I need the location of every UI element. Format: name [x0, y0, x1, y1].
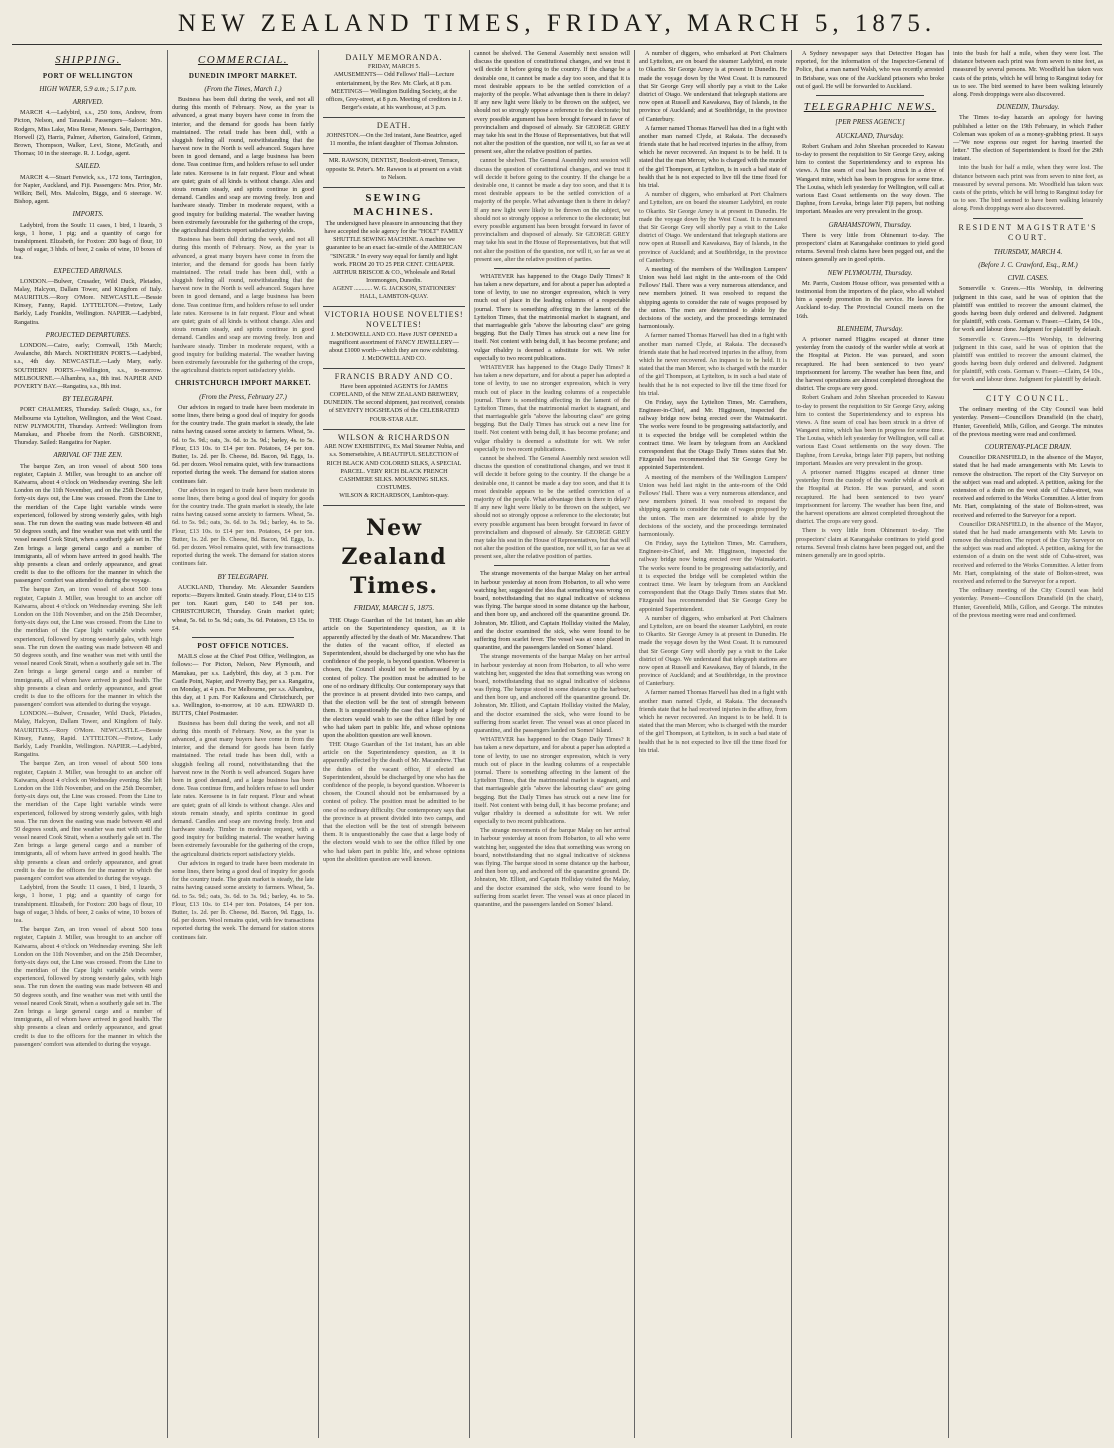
sewing-text: The undersigned have pleasure in announcing that they have accepted the sole agency for the "HOLT" FAMILY SHUTTLE SEWING MACHINE. A machine we guarantee to be an exact fac-simile of the AMERICAN "SINGER." In every way equal for family and light work. FROM 20 TO 25 PER CENT. CHEAPER. [324, 219, 464, 268]
memoranda-text: AMUSEMENTS— Odd Fellows' Hall—Lecture entertainment, by the Rev. Mr. Clark, at 8 p.m. MEETINGS— Wellington Building Society, at the offices, Grey-street, at 8 p.m. Meeting of creditors in J. Berger's estate, at his warehouse, at 3 p.m. [325, 71, 463, 112]
news-text-d-cont: On Friday, says the Lyttelton Times, Mr. Carruthers, Engineer-in-Chief, and Mr. Higginson, inspected the railway bridge now being erected over the Waimakariri. The works were found to be progressing satisfactorily, and it is expected the bridge will be completed within the contract time. We learn by telegram from an Auckland correspondent that the Otago Daily Times states that Mr. Fitzgerald has recommended that Sir George Grey be appointed Superintendent. [639, 540, 787, 613]
editorial-text-c: The strange movements of the barque Malay on her arrival in harbour yesterday at noon from Hobarton, to all who were watching her, suggested the idea that something was wrong on board, notwithstanding that no signal indicative of sickness was flying. The barque stood in some distance up the harbour, and then bore up, and anchored off the quarantine ground. Dr. Johnston, Mr. Elliott, and Captain Holliday visited the Malay, and the doctor examined the sick, who were found to be suffering from scarlet fever. The vessel was at once placed in quarantine, and the passengers landed on Somes' Island. [474, 570, 630, 652]
divider [816, 95, 924, 96]
column-rule [318, 50, 319, 1438]
arrival-text-cont: The barque Zen, an iron vessel of about 500 tons register, Captain J. Miller, was brought to an anchor off Kaiwarra, about 4 o'clock on Wednesday evening. She left London on the 11th November, and on the 25th December, forty-six days out, the Line was crossed. From the Line to the meridian of the Cape light variable winds were experienced, followed by strong westerly gales, with high seas. The run down the easting was made between 48 and 50 degrees south, and fine weather was met with until the vessel neared Cook Strait, when a southerly gale set in. The Zen brings a large general cargo and a number of immigrants, all of whom have arrived in good health. The ship presents a clean and orderly appearance, and great credit is due to the officers for the manner in which the passengers' comfort was attended to during the voyage. [14, 586, 162, 709]
news-text-d: On Friday, says the Lyttelton Times, Mr. Carruthers, Engineer-in-Chief, and Mr. Higginson, inspected the railway bridge now being erected over the Waimakariri. The works were found to be progressing satisfactorily, and it is expected the bridge will be completed within the contract time. We learn by telegram from an Auckland correspondent that the Otago Daily Times states that Mr. Fitzgerald has recommended that Sir George Grey be appointed Superintendent. [639, 398, 787, 472]
news-text-b-cont: A number of diggers, who embarked at Port Chalmers and Lyttelton, are on board the steamer Ladybird, en route to Okarito. Sir George Arney is at present in Dunedin. He made the voyage down by the West Coast. It is rumoured that Sir George Grey will shortly pay a visit to the Lake district of Otago. We understand that telegraph stations are now open at Russell and Kawakawa, Bay of Islands, in the province of Auckland; and at Southbridge, in the province of Canterbury. [639, 191, 787, 264]
dunedin-text-cont: into the bush for half a mile, when they were lost. The distance between each print was from seven to nine feet, as measured by several persons. Mr. Woodfield has taken wax casts of the prints, which he will bring to Ranginui today for us to see. The bird seemed to have been walking leisurely along. Fresh droppings were also discovered. [953, 164, 1103, 213]
divider [494, 565, 610, 566]
new-plymouth-text: Mr. Parris, Custom House officer, was presented with a testimonial from the importers of the place, who all wished him a speedy promotion in the service. He leaves for Auckland to-day. The Provincial Council meets on the 16th. [796, 279, 944, 320]
divider [494, 268, 610, 269]
editorial-text-b-cont: cannot be shelved. The General Assembly next session will discuss the question of constitutional changes, and we trust it will decide it before going to the country. If the change be a desirable one, it cannot be made a day too soon, and that it is most desirable appears to be the settled conviction of a majority of the people. What advantage then is there in delay? If any new light were likely to be thrown on the subject, we should not so strongly oppose a reference to the electorate; but every possible argument has been brought forward in favor of provincialism and disposed of already. Sir GEORGE GREY may take his seat in the House of Representatives, but that will not alter the position of the question, nor will it, so far as we at present see, alter the relative position of parties. [474, 455, 630, 561]
memoranda-block [323, 50, 465, 118]
column-court-council [953, 50, 1103, 1438]
dunedin-text: The Times to-day hazards an apology for having published a letter on the 19th February, in which Father Coleman was spoken of as a money-grabbing priest. It says—"We now express our regret for having inserted the letter." The election of Superintendent is fixed for the 29th instant. [953, 114, 1103, 163]
dateline-blenheim: BLENHEIM, Thursday. [837, 324, 903, 333]
court-text-cont: Somerville v. Graves.—His Worship, in delivering judgment in this case, said he was of opinion that the plaintiff was entitled to recover the amount claimed, the goods having been duly ordered and delivered. Judgment for plaintiff, with costs. Gorman v. Fraser.—Claim, £4 10s., for work and labour done. Judgment for plaintiff by default. [953, 335, 1103, 384]
christchurch-heading: CHRISTCHURCH IMPORT MARKET. [174, 379, 312, 388]
lead-article-cont: THE Otago Guardian of the 1st instant, has an able article on the Superintendency question, as it is apparently affected by the death of Mr. Macandrew. That the duties of the vacant office, if elected as Superintendent, should be discharged by one who has the confidence of the people, is beyond question. Whoever is chosen, the Council should not be embarrassed by a contest of policy. The position must be admitted to be one of no ordinary difficulty. Our contemporary says that the province is at present divided into two camps, and that the election will be the test of strength between them. It is unquestionably the case that a large body of the electors would wish to see the office filled by one who had taken part in public life, and whose opinions upon the abolition question are well known. [323, 741, 465, 863]
telegraph-text: PORT CHALMERS, Thursday. Sailed: Otago, s.s., for Melbourne via Lyttelton, Wellington, and the West Coast. NEW PLYMOUTH, Thursday. Arrived: Wellington from Manukau, and Phoebe from the North. GISBORNE, Thursday. Sailed: Rangatira for Napier. [14, 406, 162, 447]
council-text-cont: Councillor DRANSFIELD, in the absence of the Mayor, stated that he had made arrangements with Mr. Lewis to remove the obstruction. The report of the City Surveyor on the subject was read and adopted. A petition, asking for the extension of a drain on the west side of Cuba-street, was received and referred to the Works Committee. A letter from Mr. Hart, complaining of the state of Bolton-street, was received and referred to the Surveyor for a report. [953, 520, 1103, 585]
expected-heading: EXPECTED ARRIVALS. [53, 266, 123, 275]
post-office-text-cont: Business has been dull during the week, and not all during this month of February. Now, as the year is advanced, a great many buyers have come in from the interior, and the demand for goods has been fairly maintained. The retail trade has been dull, with a sluggish feeling all round, notwithstanding that the harvest now in the North is well advanced. Sugars have been in good demand, and a large business has been done. Teas continue firm, and holders refuse to sell under late rates. Kerosene is in fair request. Flour and wheat are quiet; grain of all kinds is without change. Ales and stouts remain steady, and spirits continue in good demand. Candles and soap are moving freely. Iron and hardware steady. Timber in moderate request, with a good inquiry for building material. The weather having been extremely favourable for the gathering of the crops, the agricultural districts report satisfactory yields. [172, 719, 314, 858]
dateline-auckland: AUCKLAND, Thursday. [836, 131, 904, 140]
court-before: (Before J. C. Crawford, Esq., R.M.) [978, 260, 1078, 269]
market-text-cont: Business has been dull during the week, and not all during this month of February. Now, as the year is advanced, a great many buyers have come in from the interior, and the demand for goods has been fairly maintained. The retail trade has been dull, with a sluggish feeling all round, notwithstanding that the harvest now in the North is well advanced. Sugars have been in good demand, and a large business has been done. Teas continue firm, and holders refuse to sell under late rates. Kerosene is in fair request. Flour and wheat are quiet; grain of all kinds is without change. Ales and stouts remain steady, and spirits continue in good demand. Candles and soap are moving freely. Iron and hardware steady. Timber in moderate request, with a good inquiry for building material. The weather having been extremely favourable for the gathering of the crops, the agricultural districts report satisfactory yields. [172, 236, 314, 375]
expected-text: LONDON.—Bulwer, Crusader, Wild Duck, Pleiades, Malay, Halcyon, Dallam Tower, and Kingdom of Italy. MAURITIUS.—Rory O'More. NEWCASTLE.—Bessie Kinsey, Fanny, Rapid. LYTTELTON.—Fretow, Lady Barkly, Lady Franklin, Wellington. NAPIER.—Ladybird, Rangatira. [14, 277, 162, 326]
arrived-text: MARCH 4.—Ladybird, s.s., 250 tons, Andrew, from Picton, Nelson, and Taranaki. Passengers—Saloon: Mrs. Rodgers, Miss Lake, Miss Reese, Messrs. Sale, Darrington, Horwell (2), Harris, Palmer, Atherton, Gainsford, Grimm, Brown, Thompson, Walker, Levi, Stone, McGrath, and Thomas; 10 in the steerage. R. J. Lodge, agent. [14, 109, 162, 158]
sewing-agent: AGENT ............ W. G. JACKSON, STATIONERS' HALL, LAMBTON-QUAY. [332, 285, 456, 300]
dateline-grahamstown: GRAHAMSTOWN, Thursday. [828, 220, 912, 229]
blenheim-text: A prisoner named Higgins escaped at dinner time yesterday from the custody of the warder while at work at the Hospital at Picton. He was pursued, and soon recaptured. He had been sentenced to two years' imprisonment for larceny. The weather has been fine, and the harvest operations are almost completed throughout the district. The crops are very good. [796, 336, 944, 393]
telegraph-heading: BY TELEGRAPH. [217, 572, 269, 581]
news-text-c-cont: A farmer named Thomas Harwell has died in a fight with another man named Clyde, at Rakaia. The deceased's friends state that he had received injuries in the affray, from which he never recovered. An inquest is to be held. It is stated that the man Mercer, who is charged with the murder of the girl Thompson, at Lyttelton, is in such a bad state of health that he is not expected to live till the time fixed for his trial. [639, 332, 787, 397]
telegraphic-heading: TELEGRAPHIC NEWS. [803, 100, 937, 113]
masthead-rule [12, 44, 1102, 45]
news-text-d-cont: A meeting of the members of the Wellington Lumpers' Union was held last night in the ante-room of the Odd Fellows' Hall. There was a very numerous attendance, and new members joined. It was resolved to request the shipping agents to consider the rate of wages proposed by the union. The men are determined to abide by the decisions of the society, and the proceedings terminated harmoniously. [639, 473, 787, 538]
council-text-2: Councillor DRANSFIELD, in the absence of the Mayor, stated that he had made arrangements with Mr. Lewis to remove the obstruction. The report of the City Surveyor on the subject was read and adopted. A petition, asking for the extension of a drain on the west side of Cuba-street, was received and referred to the Works Committee. A letter from Mr. Hart, complaining of the state of Bolton-street, was received and referred to the Surveyor for a report. [953, 454, 1103, 519]
telegraph-cont-text: into the bush for half a mile, when they were lost. The distance between each print was from seven to nine feet, as measured by several persons. Mr. Woodfield has taken wax casts of the prints, which he will bring to Ranginui today for us to see. The bird seemed to have been walking leisurely along. Fresh droppings were also discovered. [953, 50, 1103, 98]
column-rule [167, 50, 168, 1438]
wilson-richardson-ad [323, 430, 465, 507]
sailed-heading: SAILED. [75, 162, 101, 171]
market-heading: DUNEDIN IMPORT MARKET. [188, 71, 298, 80]
death-title: DEATH. [376, 121, 412, 131]
news-text-a: A number of diggers, who embarked at Port Chalmers and Lyttelton, are on board the steamer Ladybird, en route to Okarito. Sir George Arney is at present in Dunedin. He made the voyage down by the West Coast. It is rumoured that Sir George Grey will shortly pay a visit to the Lake district of Otago. We understand that telegraph stations are now open at Russell and Kawakawa, Bay of Islands, in the province of Auckland; and at Southbridge, in the province of Canterbury. [639, 50, 787, 123]
column-news [639, 50, 787, 1438]
post-office-heading: POST OFFICE NOTICES. [197, 641, 289, 650]
dateline-new-plymouth: NEW PLYMOUTH, Thursday. [827, 268, 913, 277]
drain-heading: COURTENAY-PLACE DRAIN. [984, 442, 1072, 451]
council-text-cont: The ordinary meeting of the City Council was held yesterday. Present—Councillors Dransfield (in the chair), Hunter, Greenfield, Mills, Gillon, and George. The minutes of the previous meeting were read and confirmed. [953, 587, 1103, 619]
telegraph-text-cont: A prisoner named Higgins escaped at dinner time yesterday from the custody of the warder while at work at the Hospital at Picton. He was pursued, and soon recaptured. He had been sentenced to two years' imprisonment for larceny. The weather has been fine, and the harvest operations are almost completed throughout the district. The crops are very good. [796, 469, 944, 526]
dentist-text: MR. RAWSON, DENTIST, Boulcott-street, Terrace, opposite St. Peter's. Mr. Rawson is at present on a visit to Nelson. [326, 157, 462, 181]
tide-line: HIGH WATER, 5.9 a.m.; 5.17 p.m. [39, 84, 137, 93]
projected-text: LONDON.—Cairo, early; Cornwall, 15th March; Avalanche, 8th March. NORTHERN PORTS.—Ladybird, s.s., 4th day. NEWCASTLE.—Lady Mary, early. SOUTHERN PORTS.—Wellington, s.s., to-morrow. MELBOURNE.—Alhambra, s.s., 8th inst. NAPIER AND POVERTY BAY.—Rangatira, s.s., 8th inst. [14, 342, 162, 391]
resident-court-heading: RESIDENT MAGISTRATE'S COURT. [958, 222, 1098, 243]
news-text-d-cont: A farmer named Thomas Harwell has died in a fight with another man named Clyde, at Rakaia. The deceased's friends state that he had received injuries in the affray, from which he never recovered. An inquest is to be held. It is stated that the man Mercer, who is charged with the murder of the girl Thompson, at Lyttelton, is in such a bad state of health that he is not expected to live till the time fixed for his trial. [639, 689, 787, 754]
court-text: Somerville v. Graves.—His Worship, in delivering judgment in this case, said he was of opinion that the plaintiff was entitled to recover the amount claimed, the goods having been duly ordered and delivered. Judgment for plaintiff, with costs. Gorman v. Fraser.—Claim, £4 10s., for work and labour done. Judgment for plaintiff by default. [953, 285, 1103, 334]
novelties-title: VICTORIA HOUSE NOVELTIES! NOVELTIES! [324, 309, 464, 330]
death-text: JOHNSTON.—On the 3rd instant, Jane Beatrice, aged 11 months, the infant daughter of Thomas Johnston. [326, 131, 462, 148]
sewing-title: SEWING MACHINES. [353, 191, 435, 219]
arrived-heading: ARRIVED. [72, 97, 104, 106]
divider [192, 637, 294, 638]
column-commercial [172, 50, 314, 1438]
nameplate: New Zealand Times. [341, 515, 447, 600]
arrival-heading: ARRIVAL OF THE ZEN. [53, 451, 123, 460]
imports-heading: IMPORTS. [72, 210, 104, 219]
column-rule [948, 50, 949, 1438]
sewing-machine-ad [323, 188, 465, 307]
arrival-text-cont: LONDON.—Bulwer, Crusader, Wild Duck, Pleiades, Malay, Halcyon, Dallam Tower, and Kingdom of Italy. MAURITIUS.—Rory O'More. NEWCASTLE.—Bessie Kinsey, Fanny, Rapid. LYTTELTON.—Fretow, Lady Barkly, Lady Franklin, Wellington. NAPIER.—Ladybird, Rangatira. [14, 710, 162, 759]
dentist-ad [323, 154, 465, 188]
press-agency-line: [PER PRESS AGENCY.] [835, 118, 905, 127]
telegraph-text-cont: There is very little from Ohinemuri to-day. The prospectors' claim at Karangahake continues to yield good returns. Several fresh claims have been pegged out, and the miners generally are in good spirits. [796, 527, 944, 559]
brewery-title: FRANCIS BRADY AND CO. [334, 372, 454, 382]
telegraph-heading: BY TELEGRAPH. [62, 395, 114, 404]
port-heading: PORT OF WELLINGTON [42, 71, 134, 80]
editorial-text-b-cont: WHATEVER has happened to the Otago Daily Times? It has taken a new departure, and for about a paper has adopted a tone of levity, to use no stronger expression, which is very much out of place in the leading columns of a respectable journal. There is something affecting in the lament of the Lyttelton Times, that the matrimonial market is stagnant, and that marriageable girls "above the labouring class" are going begging. But the Daily Times has struck out a new line for itself. Not content with being dull, it has become profane; and vulgar ribaldry is deemed a substitute for wit. We refer especially to two recent publications. [474, 363, 630, 453]
post-office-text: MAILS close at the Chief Post Office, Wellington, as follows:— For Picton, Nelson, New Plymouth, and Manukau, per s.s. Ladybird, this day, at 3 p.m. For Castle Point, Napier, and Poverty Bay, per s.s. Rangatira, on Monday, at 4 p.m. For Melbourne, per s.s. Alhambra, this day, at 1 p.m. For Kaikoura and Christchurch, per s.s. Wellington, to-morrow, at 10 a.m. EDWARD D. BUTTS, Chief Postmaster. [172, 653, 314, 718]
editorial-text-b: WHATEVER has happened to the Otago Daily Times? It has taken a new departure, and for about a paper has adopted a tone of levity, to use no stronger expression, which is very much out of place in the leading columns of a respectable journal. There is something affecting in the lament of the Lyttelton Times, that the matrimonial market is stagnant, and that marriageable girls "above the labouring class" are going begging. But the Daily Times has struck out a new line for itself. Not content with being dull, it has become profane; and vulgar ribaldry is deemed a substitute for wit. We refer especially to two recent publications. [474, 272, 630, 362]
post-office-text-cont: Our advices in regard to trade have been moderate in some lines, there being a good deal of inquiry for goods for the country trade. The grain market is steady, the late rains having caused some anxiety to farmers. Wheat, 5s. 6d. to 5s. 9d.; oats, 3s. 6d. to 3s. 9d.; barley, 4s. to 5s. Flour, £13 10s. to £14 per ton. Potatoes, £4 per ton. Butter, 1s. 2d. per lb. Cheese, 8d. Bacon, 9d. Eggs, 1s. 6d. per dozen. Wool remains quiet, with few transactions reported during the week. The demand for station stores continues fair. [172, 859, 314, 941]
arrival-text-cont: The barque Zen, an iron vessel of about 500 tons register, Captain J. Miller, was brought to an anchor off Kaiwarra, about 4 o'clock on Wednesday evening. She left London on the 11th November, and on the 25th December, forty-six days out, the Line was crossed. From the Line to the meridian of the Cape light variable winds were experienced, followed by strong westerly gales, with high seas. The run down the easting was made between 48 and 50 degrees south, and fine weather was met with until the vessel neared Cook Strait, when a southerly gale set in. The Zen brings a large general cargo and a number of immigrants, all of whom have arrived in good health. The ship presents a clean and orderly appearance, and great credit is due to the officers for the manner in which the passengers' comfort was attended to during the voyage. [14, 926, 162, 1048]
christchurch-text: Our advices in regard to trade have been moderate in some lines, there being a good deal of inquiry for goods for the country trade. The grain market is steady, the late rains having caused some anxiety to farmers. Wheat, 5s. 6d. to 5s. 9d.; oats, 3s. 6d. to 3s. 9d.; barley, 4s. to 5s. Flour, £13 10s. to £14 per ton. Potatoes, £4 per ton. Butter, 1s. 2d. per lb. Cheese, 8d. Bacon, 9d. Eggs, 1s. 6d. per dozen. Wool remains quiet, with few transactions reported during the week. The demand for station stores continues fair. [172, 403, 314, 485]
column-shipping [14, 50, 162, 1438]
sewing-signature: ARTHUR BRISCOE & CO., Wholesale and Retail Ironmongers, Dunedin. [332, 270, 456, 284]
editorial-text-a-cont: cannot be shelved. The General Assembly next session will discuss the question of constitutional changes, and we trust it will decide it before going to the country. If the change be a desirable one, it cannot be made a day too soon, and that it is most desirable appears to be the settled conviction of a majority of the people. What advantage then is there in delay? If any new light were likely to be thrown on the subject, we should not so strongly oppose a reference to the electorate; but every possible argument has been brought forward in favor of provincialism and disposed of already. Sir GEORGE GREY may take his seat in the House of Representatives, but that will not alter the position of the question, nor will it, so far as we at present see, alter the relative position of parties. [474, 157, 630, 263]
christchurch-text-cont: Our advices in regard to trade have been moderate in some lines, there being a good deal of inquiry for goods for the country trade. The grain market is steady, the late rains having caused some anxiety to farmers. Wheat, 5s. 6d. to 5s. 9d.; oats, 3s. 6d. to 3s. 9d.; barley, 4s. to 5s. Flour, £13 10s. to £14 per ton. Potatoes, £4 per ton. Butter, 1s. 2d. per lb. Cheese, 8d. Bacon, 9d. Eggs, 1s. 6d. per dozen. Wool remains quiet, with few transactions reported during the week. The demand for station stores continues fair. [172, 486, 314, 568]
editorial-text-c-cont: The strange movements of the barque Malay on her arrival in harbour yesterday at noon from Hobarton, to all who were watching her, suggested the idea that something was wrong on board, notwithstanding that no signal indicative of sickness was flying. The barque stood in some distance up the harbour, and then bore up, and anchored off the quarantine ground. Dr. Johnston, Mr. Elliott, and Captain Holliday visited the Malay, and the doctor examined the sick, who were found to be suffering from scarlet fever. The vessel was at once placed in quarantine, and the passengers landed on Somes' Island. [474, 827, 630, 908]
novelties-text: J. McDOWELL AND CO. Have JUST OPENED a magnificent assortment of FANCY JEWELLERY—about £1000 worth—which they are now exhibiting. [329, 330, 459, 355]
grahamstown-text: There is very little from Ohinemuri to-day. The prospectors' claim at Karangahake continues to yield good returns. Several fresh claims have been pegged out, and the miners generally are in good spirits. [796, 231, 944, 264]
arrival-text: The barque Zen, an iron vessel of about 500 tons register, Captain J. Miller, was brought to an anchor off Kaiwarra, about 4 o'clock on Wednesday evening. She left London on the 11th November, and on the 25th December, forty-six days out, the Line was crossed. From the Line to the meridian of the Cape light variable winds were experienced, followed by strong westerly gales, with high seas. The run down the easting was made between 48 and 50 degrees south, and fine weather was met with until the vessel neared Cook Strait, when a southerly gale set in. The Zen brings a large general cargo and a number of immigrants, all of whom have arrived in good health. The ship presents a clean and orderly appearance, and great credit is due to the officers for the manner in which the passengers' comfort was attended to during the voyage. [14, 462, 162, 585]
death-notice [323, 118, 465, 154]
news-text-b: A farmer named Thomas Harwell has died in a fight with another man named Clyde, at Rakaia. The deceased's friends state that he had received injuries in the affray, from which he never recovered. An inquest is to be held. It is stated that the man Mercer, who is charged with the murder of the girl Thompson, at Lyttelton, is in such a bad state of health that he is not expected to live till the time fixed for his trial. [639, 124, 787, 189]
market-text: Business has been dull during the week, and not all during this month of February. Now, as the year is advanced, a great many buyers have come in from the interior, and the demand for goods has been fairly maintained. The retail trade has been dull, with a sluggish feeling all round, notwithstanding that the harvest now in the North is well advanced. Sugars have been in good demand, and a large business has been done. Teas continue firm, and holders refuse to sell under late rates. Kerosene is in fair request. Flour and wheat are quiet; grain of all kinds is without change. Ales and stouts remain steady, and spirits continue in good demand. Candles and soap are moving freely. Iron and hardware steady. Timber in moderate request, with a good inquiry for building material. The weather having been extremely favourable for the gathering of the crops, the agricultural districts report satisfactory yields. [172, 95, 314, 234]
council-text: The ordinary meeting of the City Council was held yesterday. Present—Councillors Dransfield (in the chair), Hunter, Greenfield, Mills, Gillon, and George. The minutes of the previous meeting were read and confirmed. [953, 406, 1103, 438]
column-rule [469, 50, 470, 1438]
telegraph-text: AUCKLAND, Thursday. Mr. Alexander Saunders reports:—Buyers limited. Grain steady. Flour, £14 to £15 per ton. Kauri gum, £40 to £48 per ton. CHRISTCHURCH, Thursday. Grain market quiet; wheat, 5s. 6d. to 5s. 9d.; oats, 3s. 6d. Potatoes, £3 15s. to £4. [172, 583, 314, 632]
column-advertisements [323, 50, 465, 1438]
editorial-text-a: cannot be shelved. The General Assembly next session will discuss the question of constitutional changes, and we trust it will decide it before going to the country. If the change be a desirable one, it cannot be made a day too soon, and that it is most desirable appears to be the settled conviction of a majority of the people. What advantage then is there in delay? If any new light were likely to be thrown on the subject, we should not so strongly oppose a reference to the electorate; but every possible argument has been brought forward in favor of provincialism and disposed of already. Sir GEORGE GREY may take his seat in the House of Representatives, but that will not alter the position of the question, nor will it, so far as we at present see, alter the relative position of parties. [474, 50, 630, 156]
editorial-text-c-cont: WHATEVER has happened to the Otago Daily Times? It has taken a new departure, and for about a paper has adopted a tone of levity, to use no stronger expression, which is very much out of place in the leading columns of a respectable journal. There is something affecting in the lament of the Lyttelton Times, that the matrimonial market is stagnant, and that marriageable girls "above the labouring class" are going begging. But the Daily Times has struck out a new line for itself. Not content with being dull, it has become profane; and vulgar ribaldry is deemed a substitute for wit. We refer especially to two recent publications. [474, 736, 630, 826]
column-rule [634, 50, 635, 1438]
column-rule [791, 50, 792, 1438]
brewery-ad [323, 369, 465, 429]
market-source: (From the Times, March 1.) [204, 84, 282, 93]
christchurch-source: (From the Press, February 27.) [199, 392, 287, 401]
wilson-title: WILSON & RICHARDSON [337, 432, 451, 442]
arrival-text-cont: Ladybird, from the South: 11 cases, 1 bird, 1 lizards, 3 kegs, 1 horse, 1 pig; and a quantity of cargo for transhipment. Elizabeth, for Foxton: 200 bags of flour, 10 bags of sugar, 3 hhds. of beer, 2 casks of wine, 10 boxes of tea. [14, 884, 162, 924]
divider [973, 218, 1083, 219]
telegraph-intro-text: A Sydney newspaper says that Detective Hogan has reported, for the information of the Inspector-General of Police, that a man named Walsh, who was recently arrested in Brisbane, was one of the Auckland prisoners who broke out of gaol. He will be forwarded to Auckland. [796, 50, 944, 90]
column-editorial [474, 50, 630, 1438]
victoria-house-ad [323, 307, 465, 370]
commercial-heading: COMMERCIAL. [197, 54, 289, 66]
section-heading: SHIPPING. [55, 54, 121, 66]
city-council-heading: CITY COUNCIL. [986, 393, 1070, 403]
civil-cases-heading: CIVIL CASES. [1007, 274, 1049, 283]
memoranda-date: FRIDAY, MARCH 5. [367, 63, 421, 70]
wilson-signature: WILSON & RICHARDSON, Lambton-quay. [339, 493, 449, 500]
novelties-signature: J. McDOWELL AND CO. [362, 356, 426, 363]
dateline-dunedin: DUNEDIN, Thursday. [996, 103, 1060, 112]
news-text-d-cont: A number of diggers, who embarked at Port Chalmers and Lyttelton, are on board the steamer Ladybird, en route to Okarito. Sir George Arney is at present in Dunedin. He made the voyage down by the West Coast. It is rumoured that Sir George Grey will shortly pay a visit to the Lake district of Otago. We understand that telegraph stations are now open at Russell and Kawakawa, Bay of Islands, in the province of Auckland; and at Southbridge, in the province of Canterbury. [639, 614, 787, 688]
editorial-text-c-cont: The strange movements of the barque Malay on her arrival in harbour yesterday at noon from Hobarton, to all who were watching her, suggested the idea that something was wrong on board, notwithstanding that no signal indicative of sickness was flying. The barque stood in some distance up the harbour, and then bore up, and anchored off the quarantine ground. Dr. Johnston, Mr. Elliott, and Captain Holliday visited the Malay, and the doctor examined the sick, who were found to be suffering from scarlet fever. The vessel was at once placed in quarantine, and the passengers landed on Somes' Island. [474, 653, 630, 734]
news-text-c: A meeting of the members of the Wellington Lumpers' Union was held last night in the ante-room of the Odd Fellows' Hall. There was a very numerous attendance, and new members joined. It was resolved to request the shipping agents to consider the rate of wages proposed by the union. The men are determined to abide by the decisions of the society, and the proceedings terminated harmoniously. [639, 265, 787, 331]
memoranda-title: DAILY MEMORANDA. [345, 53, 443, 62]
masthead: NEW ZEALAND TIMES, FRIDAY, MARCH 5, 1875. [177, 10, 937, 37]
projected-heading: PROJECTED DEPARTURES. [45, 330, 131, 339]
auckland-text: Robert Graham and John Sheehan proceeded to Kawau to-day to present the requisition to Sir George Grey, asking him to contest the Superintendency and to express his views. A fine seam of coal has been struck in a drive of Wangarei mine, which has been in progress for some time. The Louisa, which left yesterday for Wellington, will call at various East Coast settlements on the way down. The Daphne, from Levuka, brings later Fiji papers, but nothing important. Measles are very prevalent in the group. [796, 142, 944, 216]
column-telegraphic [796, 50, 944, 1438]
divider [973, 389, 1083, 390]
sailed-text: MARCH 4.—Stuart Fenwick, s.s., 172 tons, Tarrington, for Napier, Auckland, and Fiji. Passengers: Mrs. Prior, Mr. Wilkin; Bell, Mrs. Malcolm, Biggs, and 6 steerage. W. Bishop, agent. [14, 173, 162, 206]
court-date: THURSDAY, MARCH 4. [993, 247, 1063, 256]
telegraph-text-cont: Robert Graham and John Sheehan proceeded to Kawau to-day to present the requisition to Sir George Grey, asking him to contest the Superintendency and to express his views. A fine seam of coal has been struck in a drive of Wangarei mine, which has been in progress for some time. The Louisa, which left yesterday for Wellington, will call at various East Coast settlements on the way down. The Daphne, from Levuka, brings later Fiji papers, but nothing important. Measles are very prevalent in the group. [796, 394, 944, 467]
arrival-text-cont: The barque Zen, an iron vessel of about 500 tons register, Captain J. Miller, was brought to an anchor off Kaiwarra, about 4 o'clock on Wednesday evening. She left London on the 11th November, and on the 25th December, forty-six days out, the Line was crossed. From the Line to the meridian of the Cape light variable winds were experienced, followed by strong westerly gales, with high seas. The run down the easting was made between 48 and 50 degrees south, and fine weather was met with until the vessel neared Cook Strait, when a southerly gale set in. The Zen brings a large general cargo and a number of immigrants, all of whom have arrived in good health. The ship presents a clean and orderly appearance, and great credit is due to the officers for the manner in which the passengers' comfort was attended to during the voyage. [14, 760, 162, 882]
wilson-text: ARE NOW EXHIBITING, Ex Mail Steamer Nubia, and s.s. Somersetshire, A BEAUTIFUL SELECTION of RICH BLACK AND COLORED SILKS, A SPECIAL PARCEL. VERY RICH BLACK FRENCH CASHMERE SILKS. MOURNING SILKS. COSTUMES. [324, 443, 464, 492]
lead-article-text: THE Otago Guardian of the 1st instant, has an able article on the Superintendency question, as it is apparently affected by the death of Mr. Macandrew. That the duties of the vacant office, if elected as Superintendent, should be discharged by one who has the confidence of the people, is beyond question. Whoever is chosen, the Council should not be embarrassed by a contest of policy. The position must be admitted to be one of no ordinary difficulty. Our contemporary says that the province is at present divided into two camps, and that the election will be the test of strength between them. It is unquestionably the case that a large body of the electors would wish to see the office filled by one who had taken part in public life, and whose opinions upon the abolition question are well known. [323, 617, 465, 739]
brewery-text: Have been appointed AGENTS for JAMES COPELAND, of the NEW ZEALAND BREWERY, DUNEDIN. The second shipment, just received, consists of SEVENTY HOGSHEADS of the CELEBRATED FOUR-STAR ALE. [323, 382, 465, 423]
editorial-dateline: FRIDAY, MARCH 5, 1875. [353, 603, 435, 613]
imports-text: Ladybird, from the South: 11 cases, 1 bird, 1 lizards, 3 kegs, 1 horse, 1 pig; and a quantity of cargo for transhipment. Elizabeth, for Foxton: 200 bags of flour, 10 bags of sugar, 3 hhds. of beer, 2 casks of wine, 10 boxes of tea. [14, 221, 162, 262]
